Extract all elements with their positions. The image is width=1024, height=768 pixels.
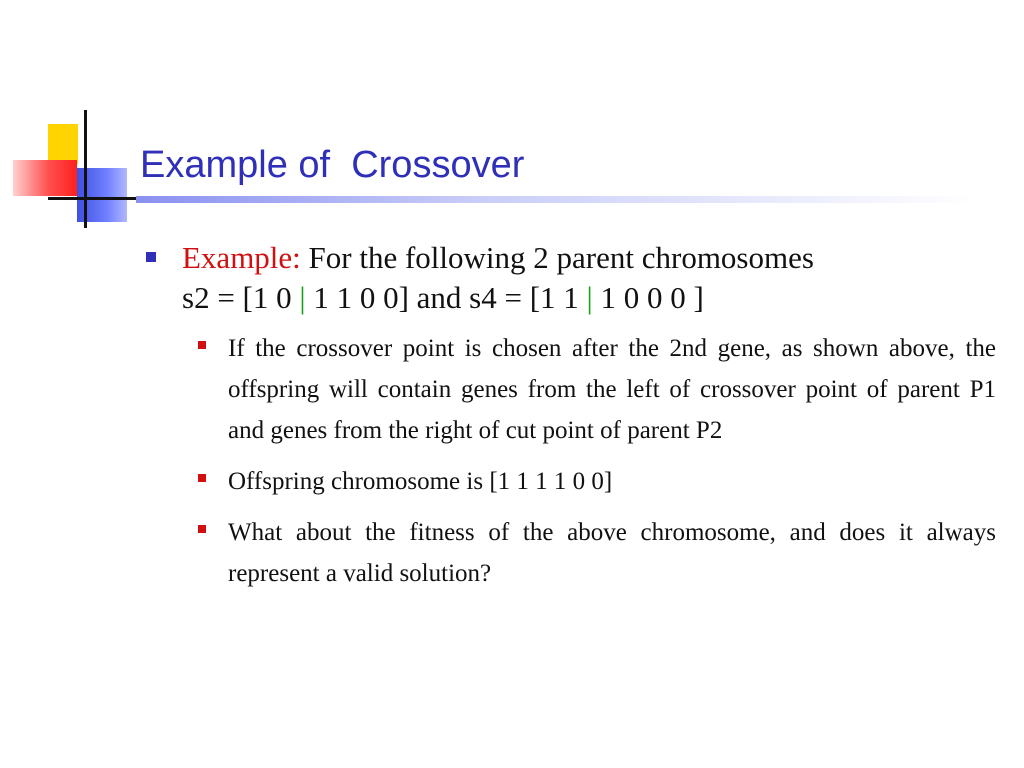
main-bullet-line1: For the following 2 parent chromosomes — [300, 240, 814, 275]
cut-mark-s2: | — [299, 280, 306, 315]
logo-horizontal-line — [48, 197, 138, 200]
small-square-bullet-icon — [198, 525, 206, 533]
sub-bullet — [140, 512, 996, 594]
square-bullet-icon — [146, 252, 156, 262]
sub-bullet-text: If the crossover point is chosen after the 2nd gene, as shown above, the offspring will contain genes from the left of crossover point of parent P1 and genes from the right of cut point of parent P2 — [228, 335, 996, 444]
logo-yellow-square — [48, 124, 78, 164]
cut-mark-s4: | — [586, 280, 593, 315]
sub-bullet-list — [140, 328, 996, 594]
logo-red-square — [13, 160, 77, 196]
title-underline — [136, 196, 976, 203]
small-square-bullet-icon — [198, 341, 206, 349]
sub-bullet — [140, 328, 996, 451]
s2-right: 1 1 0 0] and s4 = [1 1 — [305, 280, 587, 315]
small-square-bullet-icon — [198, 474, 206, 482]
corner-squares-logo-icon — [0, 0, 160, 240]
s4-right: 1 0 0 0 ] — [592, 280, 704, 315]
sub-bullet-text: Offspring chromosome is [1 1 1 1 0 0] — [228, 468, 613, 495]
slide-title: Example of Crossover — [140, 144, 525, 186]
s2-left: s2 = [1 0 — [182, 280, 300, 315]
sub-bullet — [140, 461, 996, 502]
main-bullet — [140, 238, 996, 318]
slide-content — [140, 238, 996, 604]
main-bullet-text — [182, 238, 996, 318]
example-lead: Example: — [182, 240, 301, 275]
logo-vertical-line — [84, 110, 87, 228]
sub-bullet-text: What about the fitness of the above chromosome, and does it always represent a valid solution? — [228, 519, 996, 587]
